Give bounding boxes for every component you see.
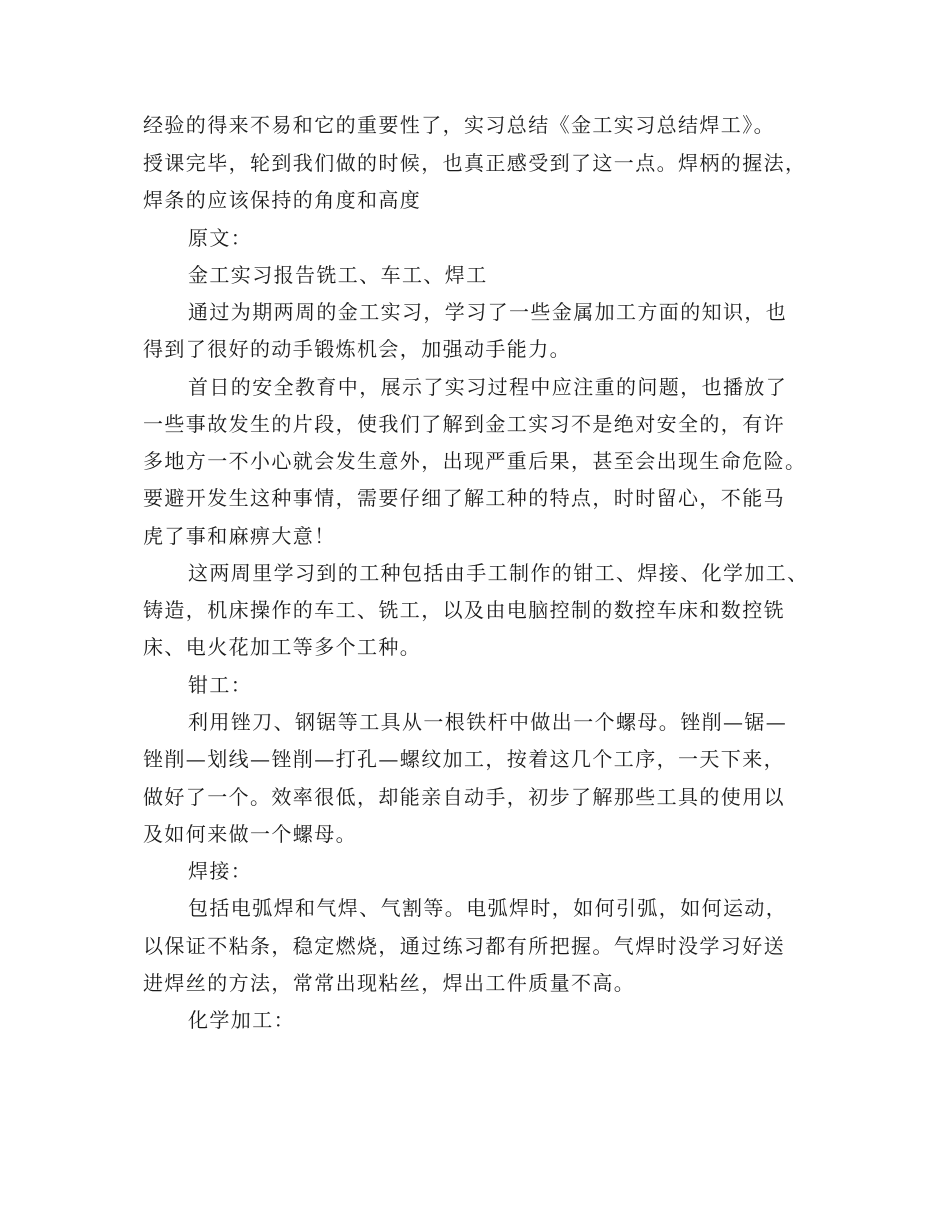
text-line: 首日的安全教育中，展示了实习过程中应注重的问题，也播放了: [188, 375, 788, 399]
text-line: 焊接：: [188, 859, 253, 883]
text-line: 经验的得来不易和它的重要性了，实习总结《金工实习总结焊工》。: [143, 113, 775, 137]
text-line: 要避开发生这种事情，需要仔细了解工种的特点，时时留心，不能马: [143, 486, 785, 510]
text-line: 虎了事和麻痹大意！: [143, 524, 336, 548]
text-line: 授课完毕，轮到我们做的时候，也真正感受到了这一点。焊柄的握法，: [143, 151, 807, 175]
text-line: 及如何来做一个螺母。: [143, 822, 357, 846]
text-line: 以保证不粘条，稳定燃烧，通过练习都有所把握。气焊时没学习好送: [143, 934, 785, 958]
text-line: 原文：: [188, 226, 253, 250]
text-line: 包括电弧焊和气焊、气割等。电弧焊时，如何引弧，如何运动，: [188, 896, 788, 920]
text-line: 焊条的应该保持的角度和高度: [143, 188, 422, 212]
text-line: 这两周里学习到的工种包括由手工制作的钳工、焊接、化学加工、: [188, 561, 809, 585]
text-line: 钳工：: [188, 673, 253, 697]
text-line: 化学加工：: [188, 1008, 295, 1032]
text-line: 通过为期两周的金工实习，学习了一些金属加工方面的知识，也: [188, 300, 788, 324]
text-line: 床、电火花加工等多个工种。: [143, 635, 422, 659]
text-line: 锉削—划线—锉削—打孔—螺纹加工，按着这几个工序，一天下来，: [143, 747, 785, 771]
text-line: 金工实习报告铣工、车工、焊工: [188, 263, 488, 287]
text-line: 进焊丝的方法，常常出现粘丝，焊出工件质量不高。: [143, 971, 636, 995]
text-line: 利用锉刀、钢锯等工具从一根铁杆中做出一个螺母。锉削—锯—: [188, 710, 788, 734]
text-line: 铸造，机床操作的车工、铣工，以及由电脑控制的数控车床和数控铣: [143, 598, 785, 622]
text-line: 一些事故发生的片段，使我们了解到金工实习不是绝对安全的，有许: [143, 412, 785, 436]
text-line: 得到了很好的动手锻炼机会，加强动手能力。: [143, 337, 571, 361]
text-line: 做好了一个。效率很低，却能亲自动手，初步了解那些工具的使用以: [143, 785, 785, 809]
text-line: 多地方一不小心就会发生意外，出现严重后果，甚至会出现生命危险。: [143, 449, 807, 473]
